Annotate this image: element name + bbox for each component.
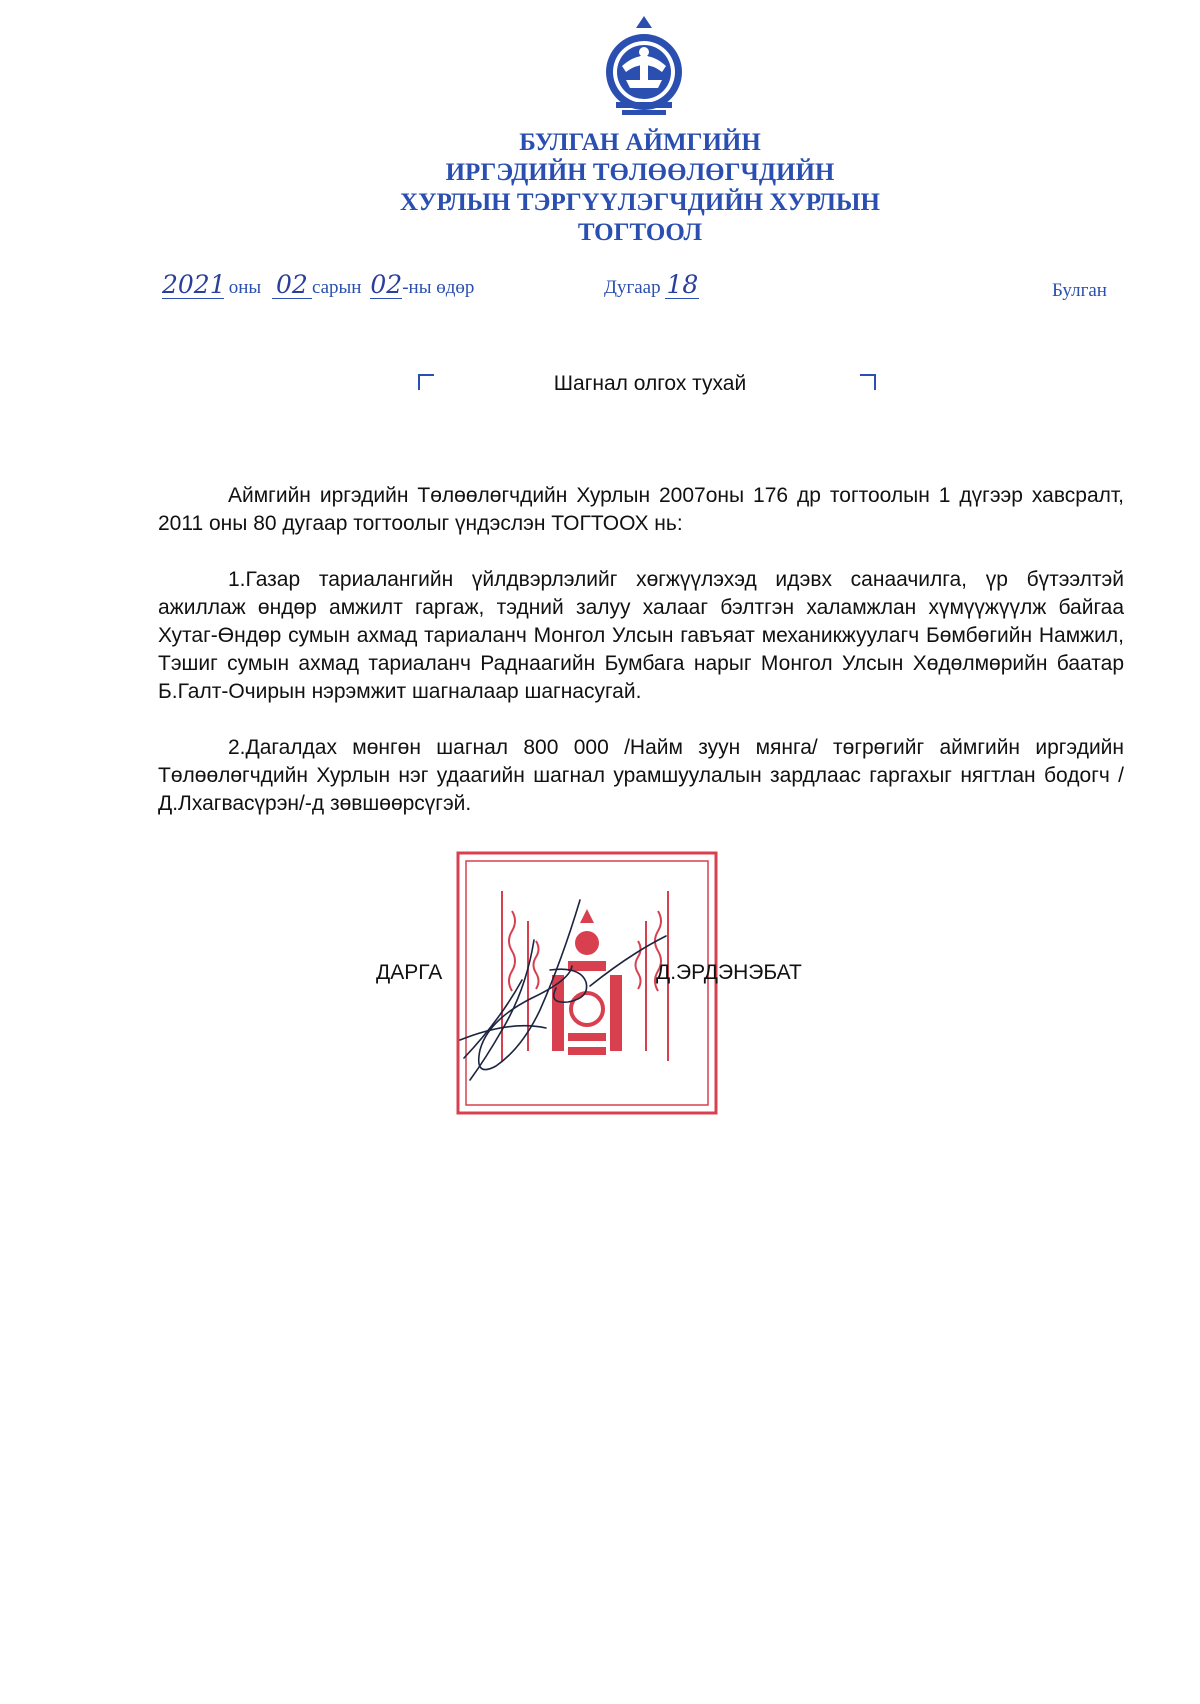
subject-bracket-right [860, 374, 876, 390]
place-name: Булган [1052, 280, 1107, 301]
signatory-name: Д.ЭРДЭНЭБАТ [656, 961, 802, 984]
year-field: 2021 [162, 270, 226, 299]
date-group [162, 272, 474, 299]
signatory-title: ДАРГА [376, 961, 443, 984]
header-line: ХУРЛЫН ТЭРГҮҮЛЭГЧДИЙН ХУРЛЫН [400, 189, 880, 216]
body-item-1: 1.Газар тариалангийн үйлдвэрлэлийг хөгжүүлэхэд идэвх санаачилга, үр бүтээлтэй ажиллаж өндөр амжилт гаргаж, тэдний залуу халааг бэлтгэн халамжлан хүмүүжүүлж байгаа Хутаг-Өндөр сумын ахмад тариаланч Монгол Улсын гавъяат механикжуулагч Бөмбөгийн Намжил, Тэшиг сумын ахмад тариаланч Раднаагийн Бумбага нарыг Монгол Улсын Хөдөлмөрийн баатар Б.Галт-Очирын нэрэмжит шагналаар шагнасугай. [158, 568, 1124, 703]
number-label: Дугаар [604, 277, 661, 298]
subject-title: Шагнал олгох тухай [553, 372, 747, 395]
handwritten-signature [430, 870, 690, 1100]
number-field: 18 [666, 270, 699, 299]
day-suffix: -ны өдөр [402, 277, 475, 298]
header-line: ИРГЭДИЙН ТӨЛӨӨЛӨГЧДИЙН [445, 159, 835, 186]
number-group [604, 272, 699, 299]
document-body [158, 482, 1124, 818]
day-field: 02 [370, 270, 403, 299]
body-intro: Аймгийн иргэдийн Төлөөлөгчдийн Хурлын 2007оны 176 др тогтоолын 1 дүгээр хавсралт, 2011 оны 80 дугаар тогтоолыг үндэслэн ТОГТООХ нь: [158, 484, 1124, 535]
subject-bracket-left [418, 374, 434, 390]
dateline [0, 272, 1200, 312]
header-line: ТОГТООЛ [577, 219, 703, 246]
header-line: БУЛГАН АЙМГИЙН [519, 129, 761, 156]
state-emblem-icon [596, 14, 692, 118]
document-header [300, 128, 980, 248]
year-suffix: оны [228, 277, 262, 298]
month-suffix: сарын [311, 277, 362, 298]
body-item-2: 2.Дагалдах мөнгөн шагнал 800 000 /Найм зуун мянга/ төгрөгийг аймгийн иргэдийн Төлөөлөгчдийн Хурлын нэг удаагийн шагнал урамшуулалын зардлаас гаргахыг нягтлан бодогч /Д.Лхагвасүрэн/-д зөвшөөрсүгэй. [158, 736, 1124, 815]
month-field: 02 [272, 272, 312, 299]
